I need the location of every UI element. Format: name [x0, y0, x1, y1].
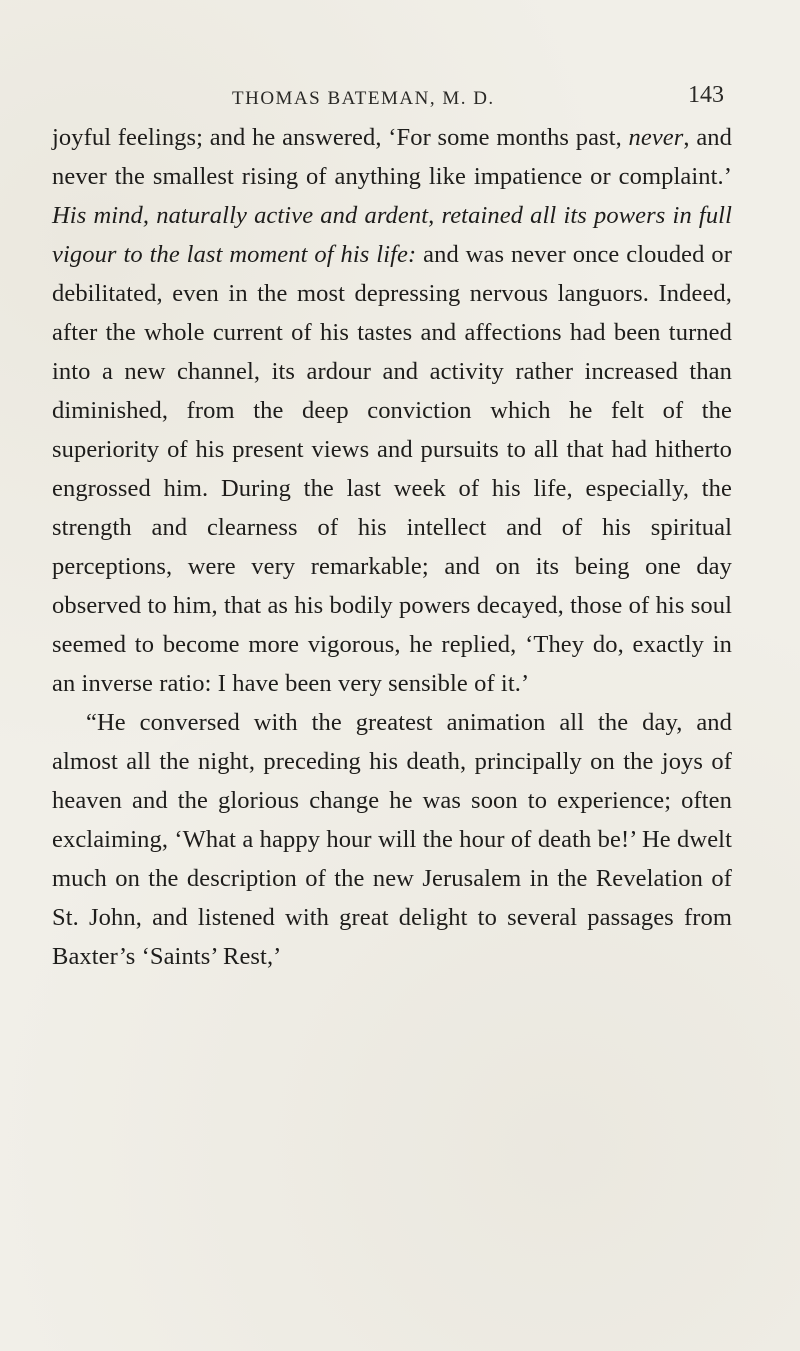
running-head: THOMAS BATEMAN, M. D. [232, 88, 495, 109]
paragraph-1-text-c: and was never once clouded or debilitated, even in the most depressing nervous languors. Indeed, after the whole current of his tastes and affections had been turned into a new channel, its ardour and activity rather increased than diminished, from the deep conviction which he felt of the superiority of his present views and pursuits to all that had hitherto engrossed him. During the last week of his life, especially, the strength and clearness of his intellect and of his spiritual perceptions, were very remarkable; and on its being one day observed to him, that as his bodily powers decayed, those of his soul seemed to become more vigorous, he replied, ‘They do, exactly in an inverse ratio: I have been very sensible of it.’ [52, 241, 732, 697]
paragraph-1-text-b: , and never the smallest rising of anything like impatience or complaint.’ [52, 124, 732, 190]
body-text [52, 118, 732, 976]
paragraph-1 [52, 118, 732, 703]
page-number: 143 [688, 82, 724, 108]
paragraph-1-text-a: joyful feelings; and he answered, ‘For some months past, [52, 124, 629, 151]
paragraph-1-italic-never: never [628, 124, 684, 151]
paragraph-1-italic-passage: His mind, naturally active and ardent, retained all its powers in full vigour to the last moment of his life: [52, 202, 732, 268]
paragraph-2: “He conversed with the greatest animation all the day, and almost all the night, preceding his death, principally on the joys of heaven and the glorious change he was soon to experience; often exclaiming, ‘What a happy hour will the hour of death be!’ He dwelt much on the description of the new Jerusalem in the Revelation of St. John, and listened with great delight to several passages from Baxter’s ‘Saints’ Rest,’ [52, 709, 732, 970]
